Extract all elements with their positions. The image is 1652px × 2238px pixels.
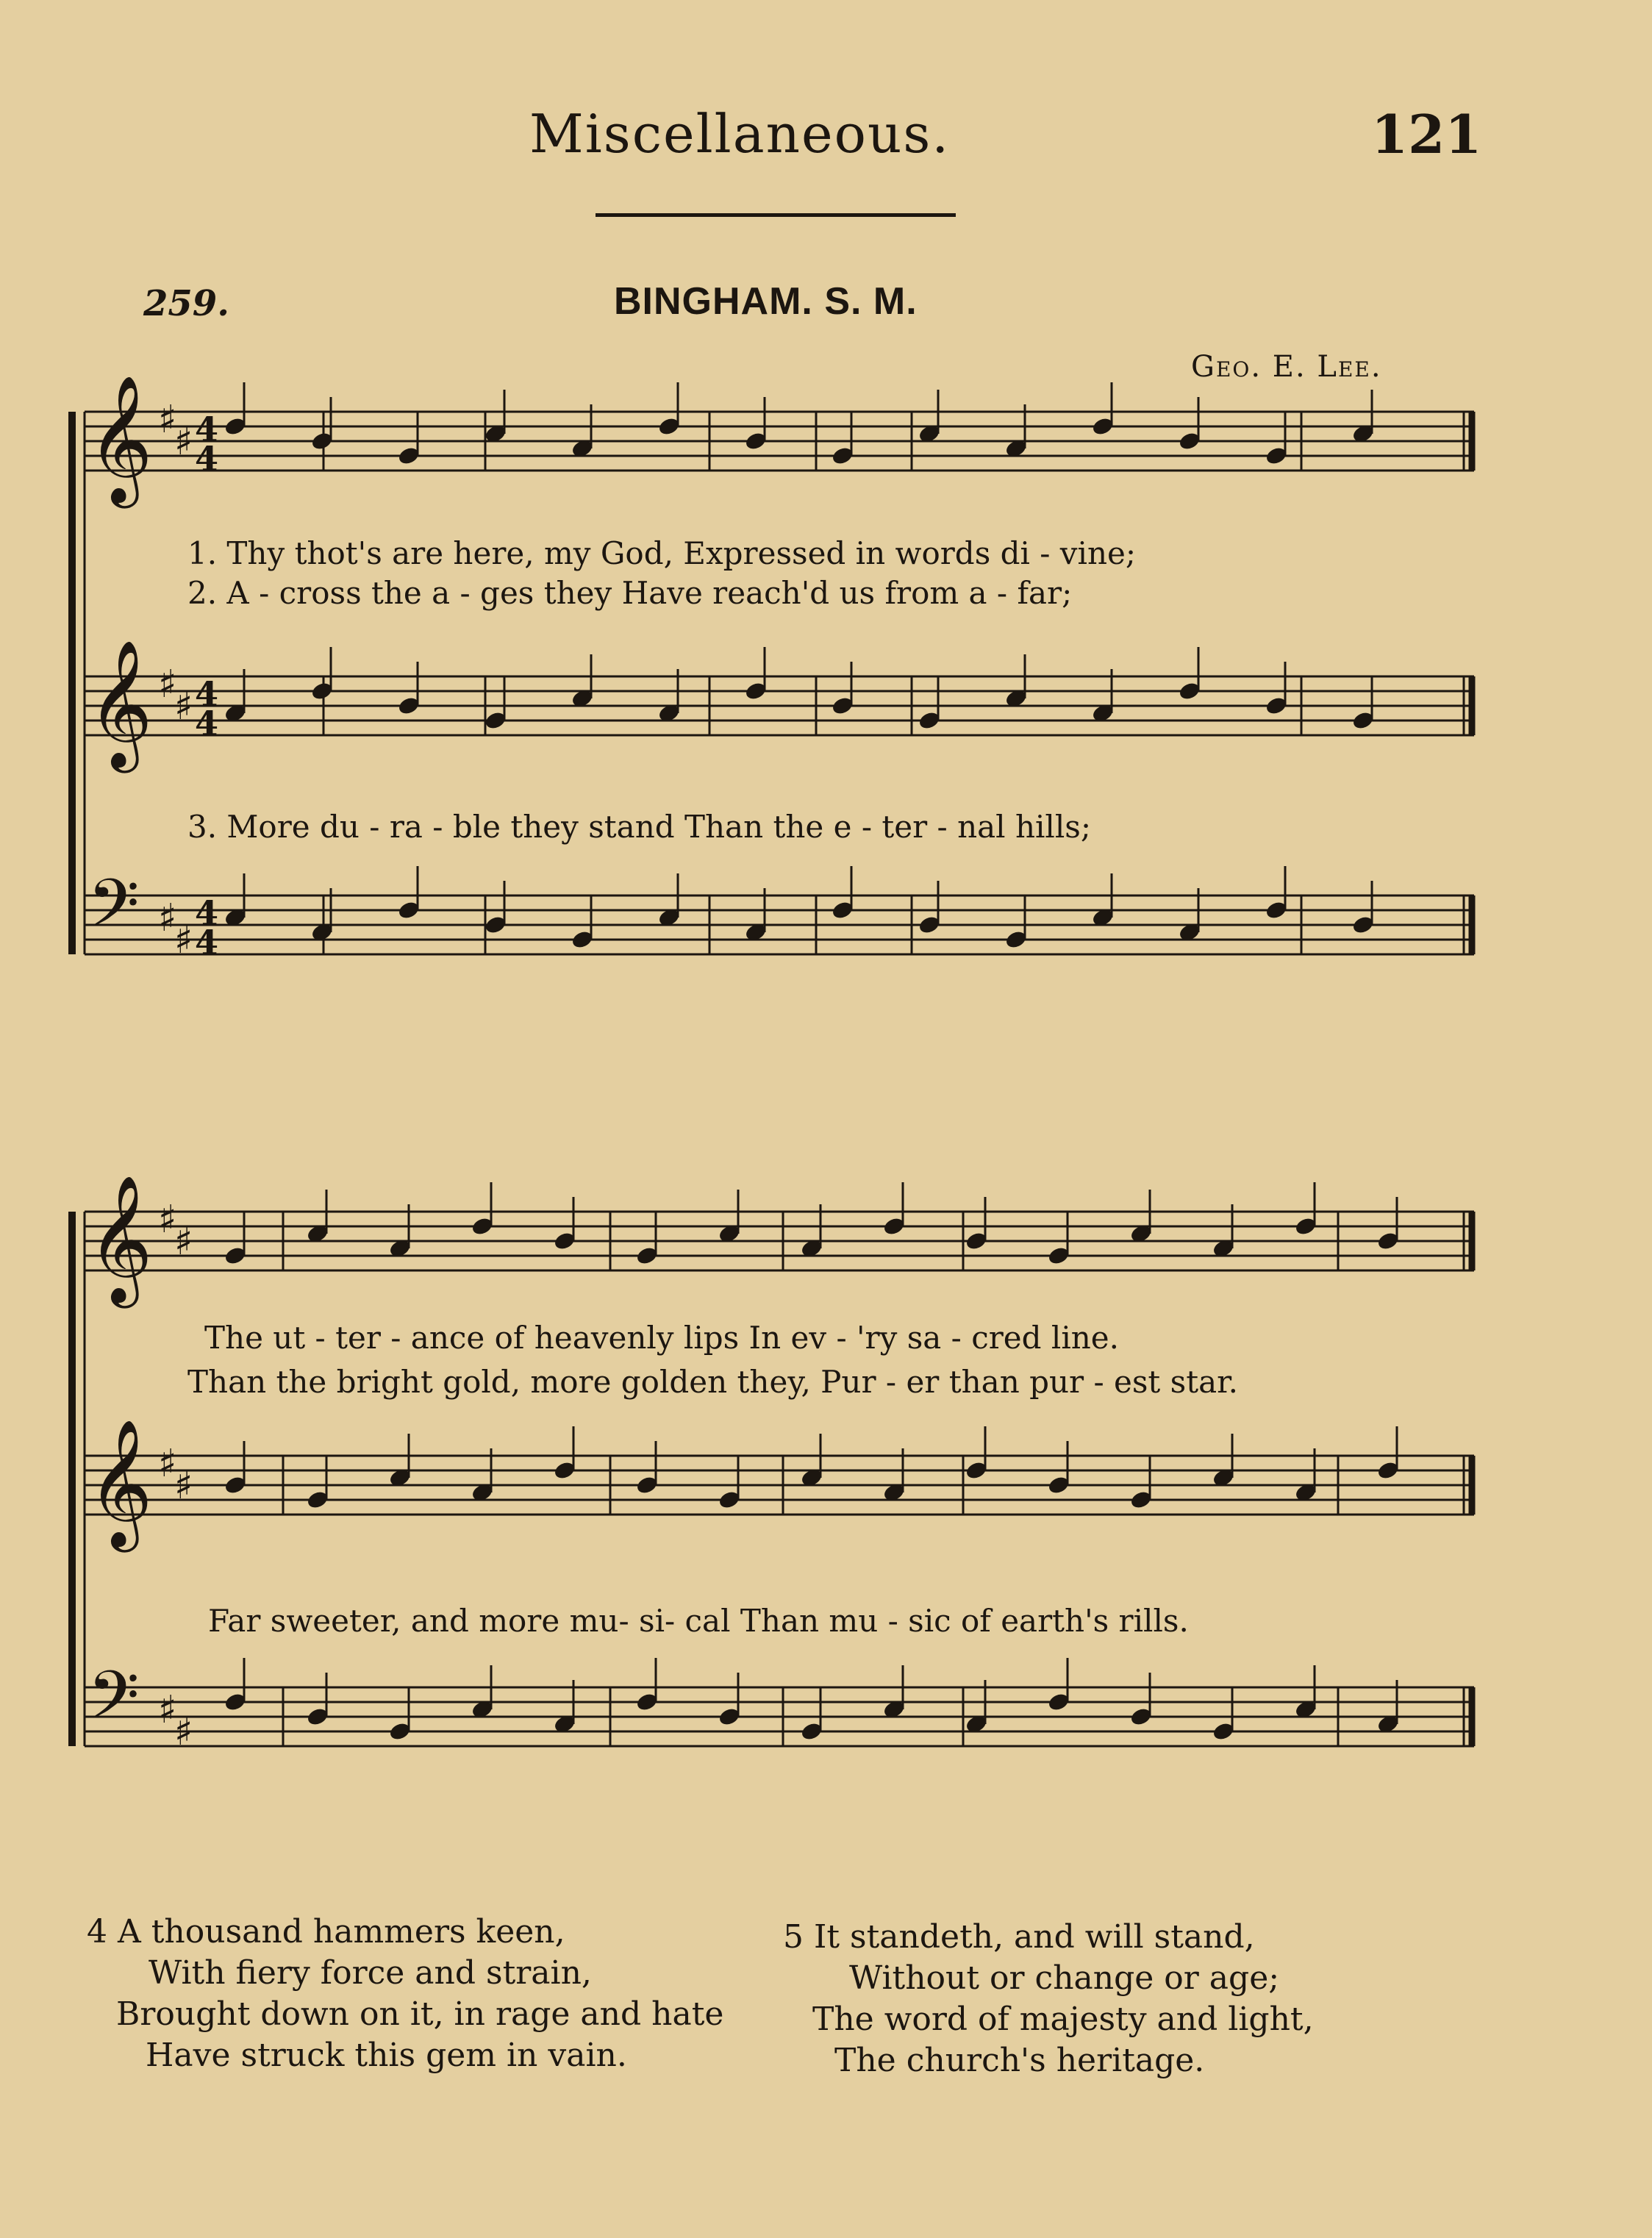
treble-clef-icon: 𝄞 (87, 640, 153, 768)
tune-title: BINGHAM. S. M. (614, 280, 918, 323)
composer: Geo. E. Lee. (1191, 350, 1382, 384)
sharp-icon: ♯ (174, 684, 193, 729)
time-signature-denominator: 4 (195, 439, 219, 479)
system2-verse2-lyric: Than the bright gold, more golden they, Pur - er than pur - est star. (187, 1364, 1238, 1400)
section-title: Miscellaneous. (529, 103, 951, 165)
sharp-icon: ♯ (174, 1710, 193, 1754)
time-signature-numerator: 4 (195, 893, 219, 933)
sharp-icon: ♯ (158, 662, 177, 707)
stanza-5-line-2: Without or change or age; (849, 1959, 1280, 1997)
staff-2 (85, 676, 1474, 735)
treble-clef-icon: 𝄞 (87, 1175, 153, 1303)
stanza-4-line-1: 4 A thousand hammers keen, (87, 1913, 565, 1951)
stanza-4-line-4: Have struck this gem in vain. (146, 2037, 627, 2074)
treble-clef-icon: 𝄞 (87, 375, 153, 503)
system1-verse2-lyric: 2. A - cross the a - ges they Have reach'd us from a - far; (187, 575, 1073, 611)
stanza-4-line-2: With fiery force and strain, (149, 1954, 592, 1992)
time-signature-denominator: 4 (195, 704, 219, 743)
hymn-number: 259. (143, 283, 229, 324)
time-signature-denominator: 4 (195, 923, 219, 962)
staff-4 (85, 1212, 1474, 1270)
stanza-5-line-1: 5 It standeth, and will stand, (783, 1918, 1255, 1956)
sharp-icon: ♯ (174, 1464, 193, 1508)
stanza-4-line-3: Brought down on it, in rage and hate (116, 1995, 724, 2033)
time-signature-numerator: 4 (195, 410, 219, 449)
bass-clef-icon: 𝄢 (87, 1656, 140, 1751)
staff-1 (85, 412, 1474, 471)
sharp-icon: ♯ (174, 420, 193, 464)
sharp-icon: ♯ (158, 1198, 177, 1242)
sharp-icon: ♯ (174, 918, 193, 962)
staff-3 (85, 895, 1474, 954)
sharp-icon: ♯ (174, 1220, 193, 1264)
stanza-4 (87, 1912, 723, 2076)
page-number: 121 (1371, 103, 1482, 165)
stanza-5-line-4: The church's heritage. (834, 2042, 1205, 2079)
staff-6 (85, 1687, 1474, 1746)
sharp-icon: ♯ (158, 1442, 177, 1486)
system1-verse3-lyric: 3. More du - ra - ble they stand Than the e - ter - nal hills; (187, 809, 1091, 845)
system1-verse1-lyric: 1. Thy thot's are here, my God, Expressed in words di - vine; (187, 535, 1137, 571)
time-signature-numerator: 4 (195, 674, 219, 714)
treble-clef-icon: 𝄞 (87, 1419, 153, 1547)
sharp-icon: ♯ (158, 896, 177, 940)
bass-clef-icon: 𝄢 (87, 865, 140, 959)
staff-5 (85, 1456, 1474, 1515)
stanza-5-line-3: The word of majesty and light, (812, 2001, 1314, 2038)
sharp-icon: ♯ (158, 1688, 177, 1732)
system2-verse3-lyric: Far sweeter, and more mu- si- cal Than mu - sic of earth's rills. (208, 1603, 1189, 1639)
system2-verse1-lyric: The ut - ter - ance of heavenly lips In ev - 'ry sa - cred line. (204, 1320, 1120, 1356)
stanza-5 (783, 1917, 1314, 2081)
sharp-icon: ♯ (158, 398, 177, 442)
